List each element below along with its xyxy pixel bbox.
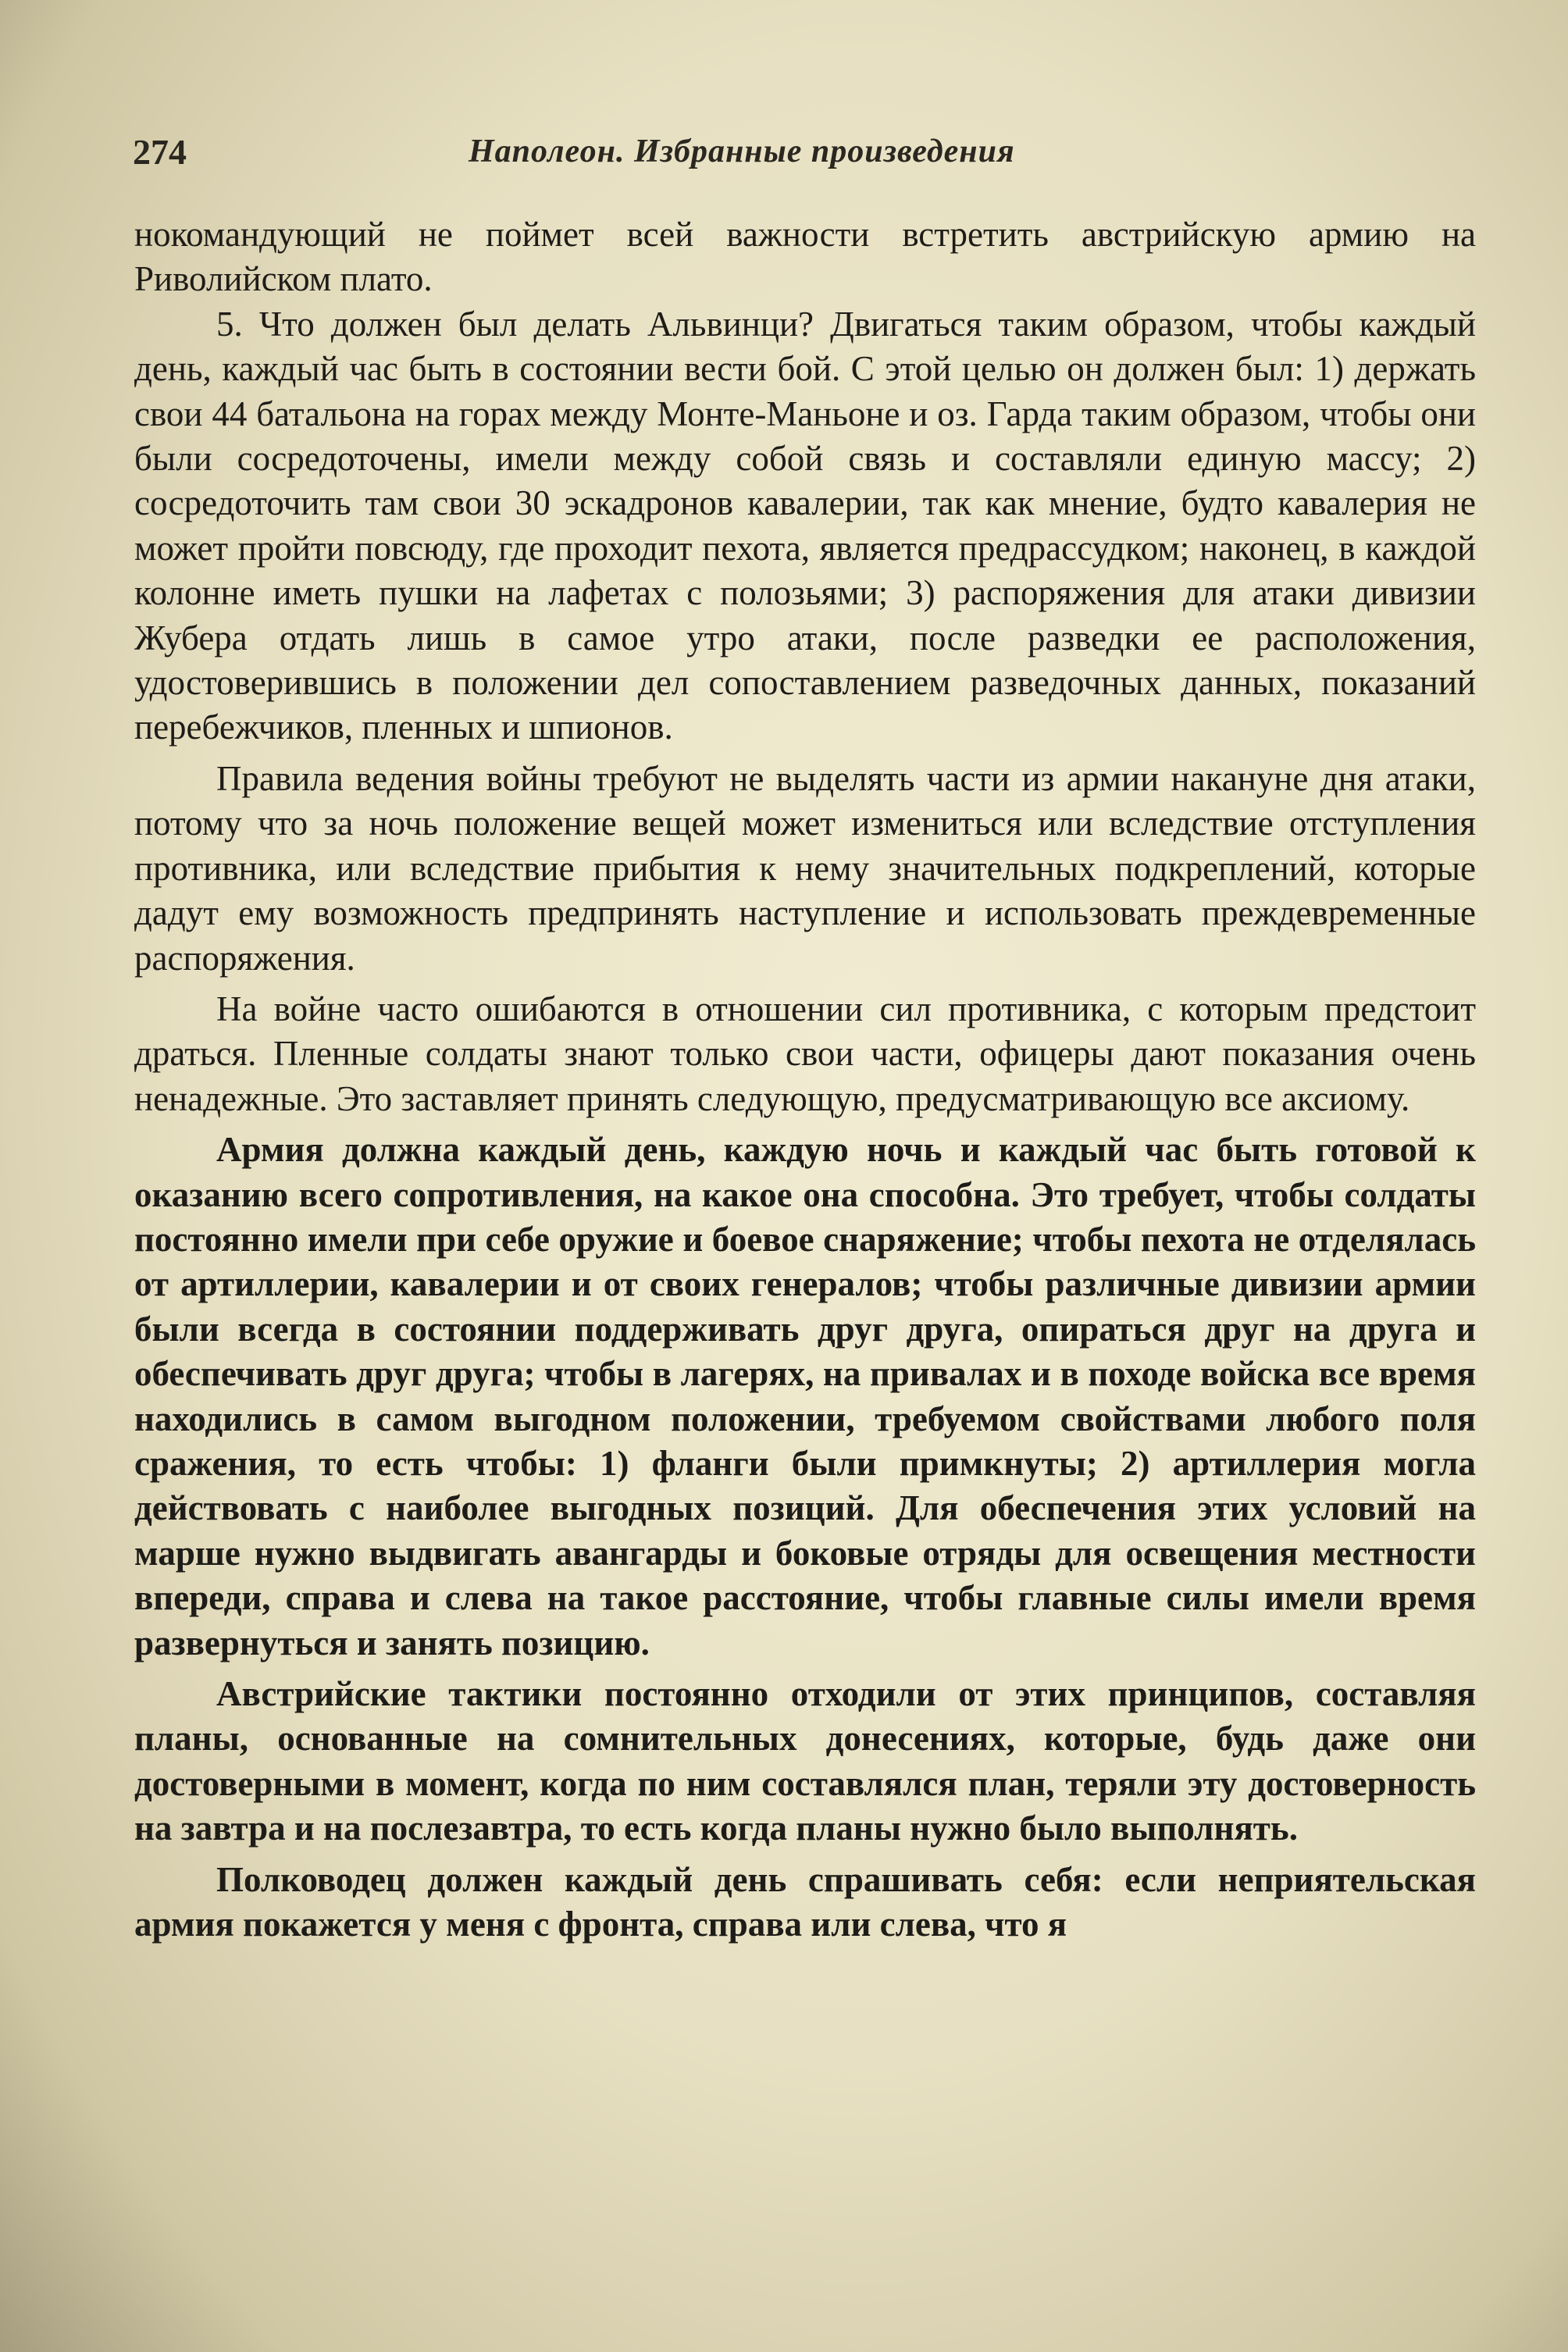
paragraph: Армия должна каждый день, каждую ночь и каждый час быть готовой к оказанию всего сопротивления, на какое она способна. Это требует, чтобы солдаты постоянно имели при себе оружие и боевое снаряжение; чтобы пехота не отделялась от артиллерии, кавалерии и от своих генералов; чтобы различные дивизии армии были всегда в состоянии поддерживать друг друга, опираться друг на друга и обеспечивать друг друга; чтобы в лагерях, на привалах и в походе войска все время находились в самом выгодном положении, требуемом свойствами любого поля сражения, то есть чтобы: 1) фланги были примкнуты; 2) артиллерия могла действовать с наиболее выгодных позиций. Для обеспечения этих условий на марше нужно выдвигать авангарды и боковые отряды для освещения местности впереди, справа и слева на такое расстояние, чтобы главные силы имели время развернуться и занять позицию. (134, 1130, 1476, 1662)
running-title: Наполеон. Избранные произведения (469, 134, 1015, 169)
paragraph: Австрийские тактики постоянно отходили от этих принципов, составляя планы, основанные на сомнительных донесениях, которые, будь даже они достоверными в момент, когда по ним составлялся план, теряли эту достоверность на завтра и на послезавтра, то есть когда планы нужно было выполнять. (134, 1674, 1476, 1848)
paragraph: нокомандующий не поймет всей важности встретить австрийскую армию на Риволийском плато. (134, 215, 1476, 299)
page-header (133, 131, 1476, 186)
paragraph: Правила ведения войны требуют не выделять части из армии накануне дня атаки, потому что за ночь положение вещей может измениться или вследствие отступления противника, или вследствие прибытия к нему значительных подкреплений, которые дадут ему возможность предпринять наступление и использовать преждевременные распоряжения. (134, 758, 1476, 978)
page-number: 274 (133, 132, 187, 172)
paragraph: Полководец должен каждый день спрашивать себя: если неприятельская армия покажется у меня с фронта, справа или слева, что я (134, 1859, 1476, 1944)
body-text (134, 212, 1476, 1947)
paragraph: 5. Что должен был делать Альвинци? Двигаться таким образом, чтобы каждый день, каждый час быть в состоянии вести бой. С этой целью он должен был: 1) держать свои 44 батальона на горах между Монте-Маньоне и оз. Гарда таким образом, чтобы они были сосредоточены, имели между собой связь и составляли единую массу; 2) сосредоточить там свои 30 эскадронов кавалерии, так как мнение, будто кавалерия не может пройти повсюду, где проходит пехота, является предрассудком; наконец, в каждой колонне иметь пушки на лафетах с полозьями; 3) распоряжения для атаки дивизии Жубера отдать лишь в самое утро атаки, после разведки ее расположения, удостоверившись в положении дел сопоставлением разведочных данных, показаний перебежчиков, пленных и шпионов. (134, 304, 1476, 747)
paragraph: На войне часто ошибаются в отношении сил противника, с которым предстоит драться. Пленные солдаты знают только свои части, офицеры дают показания очень ненадежные. Это заставляет принять следующую, предусматривающую все аксиому. (134, 989, 1476, 1118)
